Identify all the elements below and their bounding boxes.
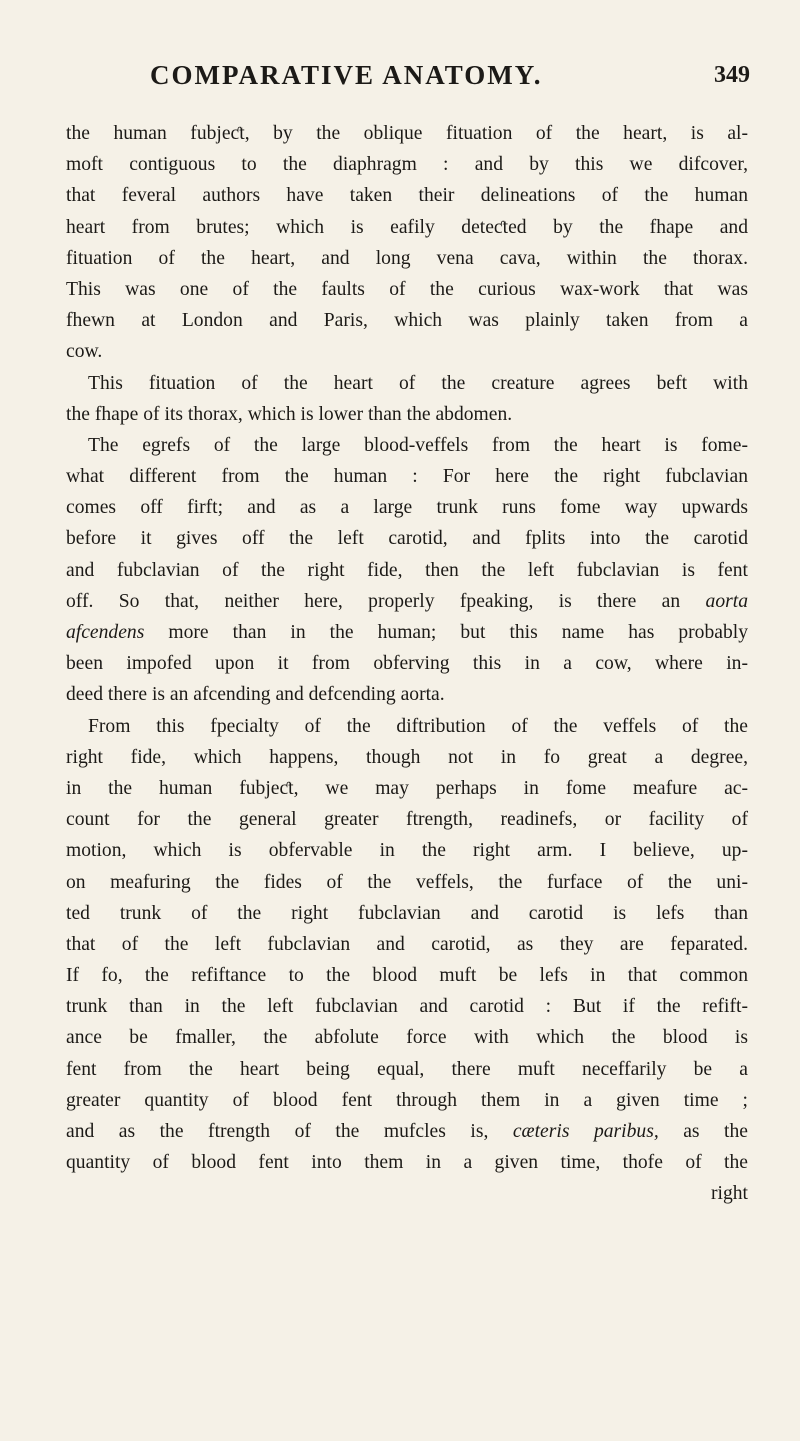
line-text: count for the general greater ftrength, readinefs, or facility of <box>66 809 748 831</box>
text-line <box>66 835 748 866</box>
text-line <box>66 461 748 492</box>
text-line <box>66 1022 748 1053</box>
text-line <box>66 1054 748 1085</box>
line-text: what different from the human : For here the right fubclavian <box>66 466 748 488</box>
text-line <box>66 742 748 773</box>
text-line <box>66 523 748 554</box>
line-text: fhewn at London and Paris, which was plainly taken from a <box>66 310 748 332</box>
text-line <box>66 1116 748 1147</box>
line-text: deed there is an afcending and defcending aorta. <box>66 684 445 706</box>
text-line <box>66 991 748 1022</box>
text-line <box>66 368 748 399</box>
line-text: This was one of the faults of the curious wax-work that was <box>66 278 748 300</box>
line-text: trunk than in the left fubclavian and carotid : But if the refift- <box>66 996 748 1018</box>
text-line <box>66 492 748 523</box>
line-text: fituation of the heart, and long vena cava, within the thorax. <box>66 247 748 269</box>
text-line <box>66 867 748 898</box>
line-text: right fide, which happens, though not in fo great a degree, <box>66 746 748 768</box>
text-line <box>66 929 748 960</box>
line-text: greater quantity of blood fent through them in a given time ; <box>66 1089 748 1111</box>
italic-term: cæteris paribus, <box>512 1121 659 1142</box>
line-text: and as the ftrength of the mufcles is, <box>66 1121 513 1142</box>
catchword: right <box>710 1183 748 1205</box>
line-text: From this fpecialty of the diftribution of the veffels of the <box>88 715 748 737</box>
running-head: COMPARATIVE ANATOMY. <box>150 60 543 90</box>
line-text: fent from the heart being equal, there muft neceffarily be a <box>66 1058 748 1080</box>
text-line <box>66 898 748 929</box>
page-number: 349 <box>714 62 750 88</box>
text-line <box>66 243 748 274</box>
text-line <box>66 149 748 180</box>
text-line <box>66 679 748 710</box>
line-text: quantity of blood fent into them in a given time, thofe of the <box>66 1152 748 1174</box>
line-text: off. So that, neither here, properly fpeaking, is there an <box>66 590 706 612</box>
text-line <box>66 960 748 991</box>
line-text: that of the left fubclavian and carotid, as they are feparated. <box>66 933 748 955</box>
text-line <box>66 555 748 586</box>
text-line <box>66 274 748 305</box>
line-text: before it gives off the left carotid, and fplits into the carotid <box>66 528 748 550</box>
text-line <box>66 648 748 679</box>
text-line <box>66 1085 748 1116</box>
line-text: and fubclavian of the right fide, then the left fubclavian is fent <box>66 559 748 581</box>
line-text: ted trunk of the right fubclavian and carotid is lefs than <box>66 902 748 924</box>
line-text: If fo, the refiftance to the blood muft be lefs in that common <box>66 965 748 987</box>
italic-term: afcendens <box>66 622 145 643</box>
line-text: ance be fmaller, the abfolute force with which the blood is <box>66 1027 748 1049</box>
text-line <box>66 118 748 149</box>
text-line <box>66 586 748 617</box>
line-text: motion, which is obfervable in the right arm. I believe, up- <box>66 840 748 862</box>
text-line <box>66 336 748 367</box>
line-text: more than in the human; but this name has probably <box>144 622 748 643</box>
text-line <box>66 617 748 648</box>
text-line <box>66 804 748 835</box>
text-line <box>66 430 748 461</box>
line-text: comes off firft; and as a large trunk runs fome way upwards <box>66 497 748 519</box>
text-line <box>66 711 748 742</box>
italic-term: aorta <box>705 590 748 612</box>
text-line <box>66 212 748 243</box>
line-text: the fhape of its thorax, which is lower than the abdomen. <box>66 403 513 425</box>
body-text <box>66 118 748 1210</box>
line-text: The egrefs of the large blood-veffels from the heart is fome- <box>88 434 748 456</box>
line-text: in the human fubjeƈt, we may perhaps in fome meafure ac- <box>66 777 748 799</box>
line-text: on meafuring the fides of the veffels, the furface of the uni- <box>66 871 748 893</box>
line-text: heart from brutes; which is eafily deteƈted by the fhape and <box>66 216 748 238</box>
line-text: that feveral authors have taken their delineations of the human <box>66 185 748 207</box>
line-text: been impofed upon it from obferving this in a cow, where in- <box>66 653 748 675</box>
text-line <box>66 180 748 211</box>
line-text: cow. <box>66 341 103 363</box>
text-line <box>66 399 748 430</box>
line-text-tail: as the <box>658 1121 748 1142</box>
line-text: moft contiguous to the diaphragm : and by this we difcover, <box>66 154 748 176</box>
line-text: This fituation of the heart of the creature agrees beft with <box>88 372 748 394</box>
text-line <box>66 773 748 804</box>
text-line <box>66 305 748 336</box>
line-text: the human fubjeƈt, by the oblique fituation of the heart, is al- <box>66 123 748 144</box>
text-line <box>66 1147 748 1178</box>
page-header <box>120 60 750 100</box>
